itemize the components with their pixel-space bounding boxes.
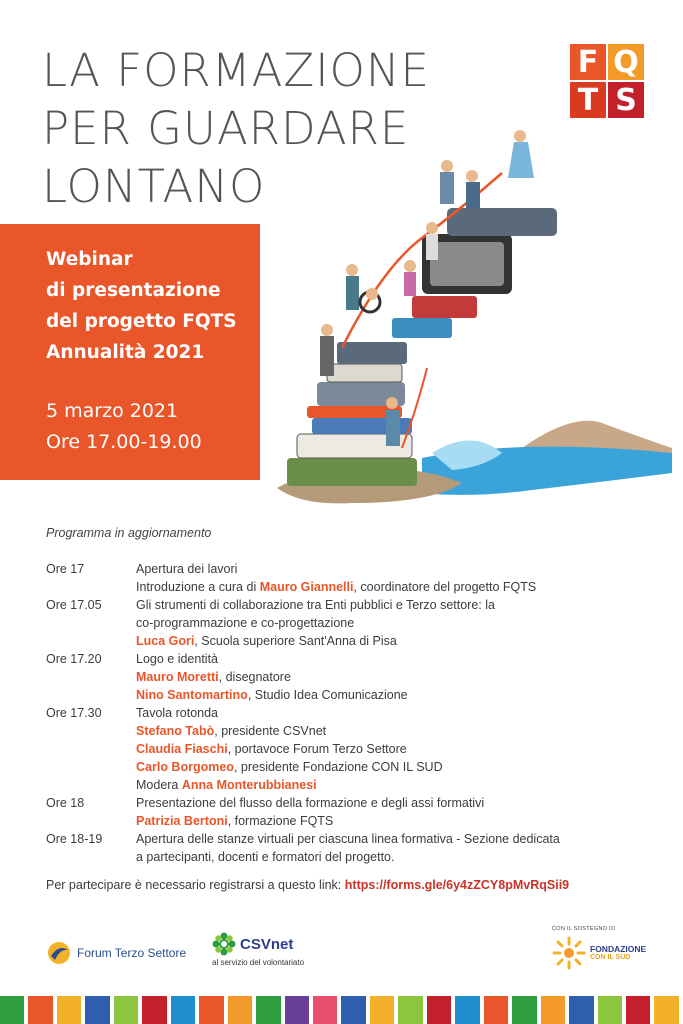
- strip-segment: [0, 996, 24, 1024]
- title-line-3: LONTANO: [42, 160, 266, 213]
- event-panel: [0, 224, 260, 480]
- strip-segment: [455, 996, 479, 1024]
- schedule-text: Logo e identità: [136, 652, 219, 666]
- schedule-text: , disegnatore: [218, 670, 291, 684]
- registration-link[interactable]: https://forms.gle/6y4zZCY8pMvRqSii9: [344, 878, 570, 892]
- strip-segment: [598, 996, 622, 1024]
- schedule-text: , formazione FQTS: [227, 814, 334, 828]
- book: [430, 242, 504, 286]
- fondazione-support-label: CON IL SOSTEGNO DI: [552, 926, 616, 932]
- schedule-line: [136, 668, 666, 686]
- schedule-row: [46, 794, 666, 830]
- schedule-time: Ore 18: [46, 796, 85, 810]
- schedule-line: [136, 776, 666, 794]
- program-heading: Programma in aggiornamento: [46, 526, 212, 540]
- schedule-text: co-programmazione e co-progettazione: [136, 616, 355, 630]
- strip-segment: [114, 996, 138, 1024]
- event-date: 5 marzo 2021: [46, 400, 179, 422]
- schedule-details: [136, 704, 666, 794]
- strip-segment: [427, 996, 451, 1024]
- forum-terzo-settore-logo: [46, 940, 186, 966]
- logo-letter-s: S: [608, 82, 644, 118]
- schedule-line: [136, 560, 666, 578]
- schedule-text: a partecipanti, docenti e formatori del progetto.: [136, 850, 395, 864]
- book: [447, 208, 557, 236]
- schedule-row: [46, 560, 666, 596]
- event-time: Ore 17.00-19.00: [46, 431, 202, 453]
- speaker-name: Luca Gori: [136, 634, 195, 648]
- schedule-row: [46, 830, 666, 866]
- schedule-line: [136, 848, 666, 866]
- speaker-name: Mauro Giannelli: [259, 580, 354, 594]
- fqts-logo: [570, 44, 644, 118]
- strip-segment: [341, 996, 365, 1024]
- schedule-row: [46, 650, 666, 704]
- book: [412, 296, 477, 318]
- schedule-text: , Scuola superiore Sant'Anna di Pisa: [194, 634, 397, 648]
- schedule-text: , coordinatore del progetto FQTS: [353, 580, 537, 594]
- schedule-text: , Studio Idea Comunicazione: [247, 688, 408, 702]
- fondazione-name: FONDAZIONE: [590, 944, 647, 954]
- book: [392, 318, 452, 338]
- schedule-text: , portavoce Forum Terzo Settore: [227, 742, 407, 756]
- schedule-details: [136, 560, 666, 596]
- strip-segment: [313, 996, 337, 1024]
- logo-letter-f: F: [570, 44, 606, 80]
- schedule-text: Introduzione a cura di: [136, 580, 260, 594]
- strip-segment: [142, 996, 166, 1024]
- strip-segment: [398, 996, 422, 1024]
- csvnet-name: CSVnet: [240, 935, 294, 953]
- schedule-time: Ore 17.20: [46, 652, 102, 666]
- forum-name: Forum Terzo Settore: [77, 946, 187, 960]
- fondazione-con-il-sud-logo: [552, 926, 646, 970]
- schedule-line: [136, 632, 666, 650]
- color-strip-footer: [0, 996, 683, 1024]
- forum-swirl-icon: [46, 940, 72, 966]
- speaker-name: Anna Monterubbianesi: [181, 778, 317, 792]
- figure-top: [508, 130, 534, 178]
- rope-shape: [402, 368, 427, 448]
- schedule-details: [136, 830, 666, 866]
- speaker-name: Carlo Borgomeo: [136, 760, 234, 774]
- strip-segment: [569, 996, 593, 1024]
- books-staircase-illustration: [272, 118, 672, 508]
- speaker-name: Patrizia Bertoni: [136, 814, 228, 828]
- schedule-time: Ore 17: [46, 562, 85, 576]
- strip-segment: [228, 996, 252, 1024]
- schedule-line: [136, 812, 666, 830]
- schedule-line: [136, 722, 666, 740]
- registration-label: Per partecipare è necessario registrarsi a questo link:: [46, 878, 345, 892]
- event-line-3: del progetto FQTS: [46, 311, 237, 332]
- strip-segment: [285, 996, 309, 1024]
- schedule-text: Apertura dei lavori: [136, 562, 238, 576]
- schedule-row: [46, 596, 666, 650]
- figure: [440, 160, 454, 204]
- schedule-details: [136, 794, 666, 830]
- schedule-details: [136, 650, 666, 704]
- event-title: [46, 244, 237, 368]
- schedule-details: [136, 596, 666, 650]
- csvnet-logo: [212, 932, 304, 967]
- sun-icon: [552, 936, 586, 970]
- strip-segment: [171, 996, 195, 1024]
- figure: [466, 170, 480, 208]
- event-datetime: [46, 396, 202, 458]
- schedule-time: Ore 17.05: [46, 598, 102, 612]
- event-line-1: Webinar: [46, 249, 133, 270]
- strip-segment: [199, 996, 223, 1024]
- schedule-text: , presidente Fondazione CON IL SUD: [233, 760, 443, 774]
- schedule-text: Gli strumenti di collaborazione tra Enti pubblici e Terzo settore: la: [136, 598, 495, 612]
- event-line-4: Annualità 2021: [46, 342, 205, 363]
- schedule-line: [136, 614, 666, 632]
- schedule-line: [136, 740, 666, 758]
- book: [287, 458, 417, 486]
- schedule-text: Presentazione del flusso della formazione e degli assi formativi: [136, 796, 485, 810]
- strip-segment: [484, 996, 508, 1024]
- figure: [426, 222, 438, 260]
- registration-text: [46, 878, 569, 892]
- schedule-line: [136, 758, 666, 776]
- book: [337, 342, 407, 364]
- schedule-line: [136, 578, 666, 596]
- title-line-1: LA FORMAZIONE: [42, 44, 430, 97]
- logo-letter-t: T: [570, 82, 606, 118]
- schedule-line: [136, 794, 666, 812]
- strip-segment: [541, 996, 565, 1024]
- strip-segment: [370, 996, 394, 1024]
- schedule-text: Apertura delle stanze virtuali per ciascuna linea formativa - Sezione dedicata: [136, 832, 560, 846]
- strip-segment: [57, 996, 81, 1024]
- speaker-name: Stefano Tabò: [136, 724, 215, 738]
- schedule-text: Tavola rotonda: [136, 706, 219, 720]
- figure: [320, 324, 334, 376]
- schedule-text: Modera: [136, 778, 182, 792]
- schedule-time: Ore 18-19: [46, 832, 103, 846]
- schedule-text: , presidente CSVnet: [214, 724, 327, 738]
- logo-letter-q: Q: [608, 44, 644, 80]
- schedule-line: [136, 650, 666, 668]
- speaker-name: Claudia Fiaschi: [136, 742, 228, 756]
- schedule-line: [136, 704, 666, 722]
- csvnet-flower-icon: [212, 932, 236, 956]
- event-line-2: di presentazione: [46, 280, 221, 301]
- book: [327, 364, 402, 382]
- strip-segment: [512, 996, 536, 1024]
- strip-segment: [654, 996, 678, 1024]
- title-line-2: PER GUARDARE: [42, 102, 410, 155]
- schedule-line: [136, 596, 666, 614]
- fondazione-sub: CON IL SUD: [590, 954, 631, 961]
- speaker-name: Mauro Moretti: [136, 670, 219, 684]
- schedule-line: [136, 686, 666, 704]
- figure: [404, 260, 416, 296]
- schedule-time: Ore 17.30: [46, 706, 102, 720]
- schedule-row: [46, 704, 666, 794]
- figure: [346, 264, 359, 310]
- program-schedule: [46, 560, 666, 866]
- csvnet-tagline: al servizio del volontariato: [212, 958, 305, 967]
- strip-segment: [626, 996, 650, 1024]
- schedule-line: [136, 830, 666, 848]
- speaker-name: Nino Santomartino: [136, 688, 248, 702]
- strip-segment: [256, 996, 280, 1024]
- strip-segment: [28, 996, 52, 1024]
- strip-segment: [85, 996, 109, 1024]
